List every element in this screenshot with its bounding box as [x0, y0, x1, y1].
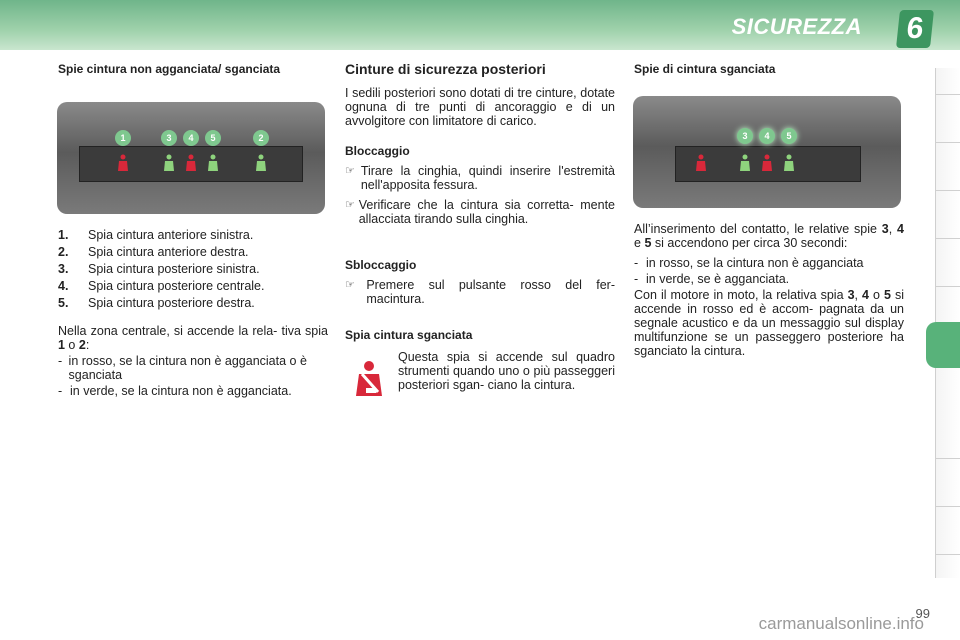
list-item: 1. Spia cintura anteriore sinistra. [58, 228, 254, 242]
warn-heading: Spia cintura sganciata [345, 328, 473, 342]
side-tab-divider [936, 190, 960, 191]
left-heading: Spie cintura non agganciata/ sganciata [58, 62, 281, 76]
right-p2: Con il motore in moto, la relativa spia 3, 4 o 5 si accende in rosso ed è accom- pagnata da un segnale acustico e da un messaggio sul display multifunzione se un passeggero posteriore ha sganciato la cintura. [634, 288, 905, 358]
side-tab-divider [936, 94, 960, 95]
left-dash-red: - in rosso, se la cintura non è agganciata o è sganciata [58, 354, 307, 382]
left-column [58, 62, 328, 76]
list-item: 3. Spia cintura posteriore sinistra. [58, 262, 260, 276]
lamp-number-4: 4 [759, 128, 775, 144]
side-tab-divider [936, 142, 960, 143]
left-dash-green: - in verde, se la cintura non è agganciata. [58, 384, 292, 398]
side-tab-divider [936, 286, 960, 287]
lock-step-2: ☞ Verificare che la cintura sia corretta- mente allacciata tirando sulla cinghia. [345, 198, 615, 226]
list-item: 2. Spia cintura anteriore destra. [58, 245, 249, 259]
right-p1: All’inserimento del contatto, le relative spie 3, 4 e 5 si accendono per circa 30 secondi: [634, 222, 904, 250]
lamp-number-4: 4 [183, 130, 199, 146]
left-intro: Nella zona centrale, si accende la rela- tiva spia 1 o 2: [58, 324, 328, 352]
right-dash-red: - in rosso, se la cintura non è agganciata [634, 256, 864, 270]
seatbelt-green-icon [207, 154, 219, 172]
seatbelt-red-icon [185, 154, 197, 172]
lock-step-1: ☞ Tirare la cinghia, quindi inserire l'estremità nell'apposita fessura. [345, 164, 615, 192]
lamp-number-2: 2 [253, 130, 269, 146]
chapter-badge: 6 [896, 10, 934, 48]
lock-heading: Bloccaggio [345, 144, 410, 158]
header-bar [0, 0, 960, 50]
seatbelt-green-icon [163, 154, 175, 172]
unlock-step-1: ☞ Premere sul pulsante rosso del fer- macintura. [345, 278, 615, 306]
dashboard-panel-left [57, 102, 325, 214]
unlock-heading: Sbloccaggio [345, 258, 417, 272]
list-item: 4. Spia cintura posteriore centrale. [58, 279, 265, 293]
side-tab-divider [936, 554, 960, 555]
hand-pointer-icon: ☞ [345, 199, 355, 211]
page-number: 99 [915, 606, 930, 621]
left-list [58, 228, 328, 398]
right-column [634, 62, 904, 76]
right-dash-green: - in verde, se è agganciata. [634, 272, 790, 286]
watermark: carmanualsonline.info [758, 614, 924, 633]
hand-pointer-icon: ☞ [345, 165, 355, 177]
middle-column [345, 62, 615, 342]
lamp-number-5: 5 [205, 130, 221, 146]
lamp-number-3: 3 [737, 128, 753, 144]
side-tab-divider [936, 506, 960, 507]
side-tab-active[interactable] [926, 322, 960, 368]
seatbelt-green-icon [255, 154, 267, 172]
hand-pointer-icon: ☞ [345, 279, 355, 291]
side-tab-divider [936, 238, 960, 239]
warn-text: Questa spia si accende sul quadro strumenti quando uno o più passeggeri posteriori sgan- ciano la cintura. [398, 350, 615, 392]
seatbelt-red-icon [761, 154, 773, 172]
seatbelt-red-icon [695, 154, 707, 172]
lamp-number-1: 1 [115, 130, 131, 146]
middle-heading: Cinture di sicurezza posteriori [345, 61, 546, 77]
lamp-number-5: 5 [781, 128, 797, 144]
right-heading: Spie di cintura sganciata [634, 62, 776, 76]
section-title: SICUREZZA [731, 14, 862, 39]
dashboard-panel-right [633, 96, 901, 208]
lamp-number-3: 3 [161, 130, 177, 146]
side-tab-divider [936, 458, 960, 459]
list-item: 5. Spia cintura posteriore destra. [58, 296, 255, 310]
seatbelt-warning-icon [352, 360, 386, 398]
middle-intro: I sedili posteriori sono dotati di tre cinture, dotate ognuna di tre punti di ancoraggio e di un avvolgitore con limitatore di carico. [345, 86, 615, 128]
seatbelt-red-icon [117, 154, 129, 172]
seatbelt-green-icon [739, 154, 751, 172]
right-text [634, 222, 904, 358]
seatbelt-green-icon [783, 154, 795, 172]
